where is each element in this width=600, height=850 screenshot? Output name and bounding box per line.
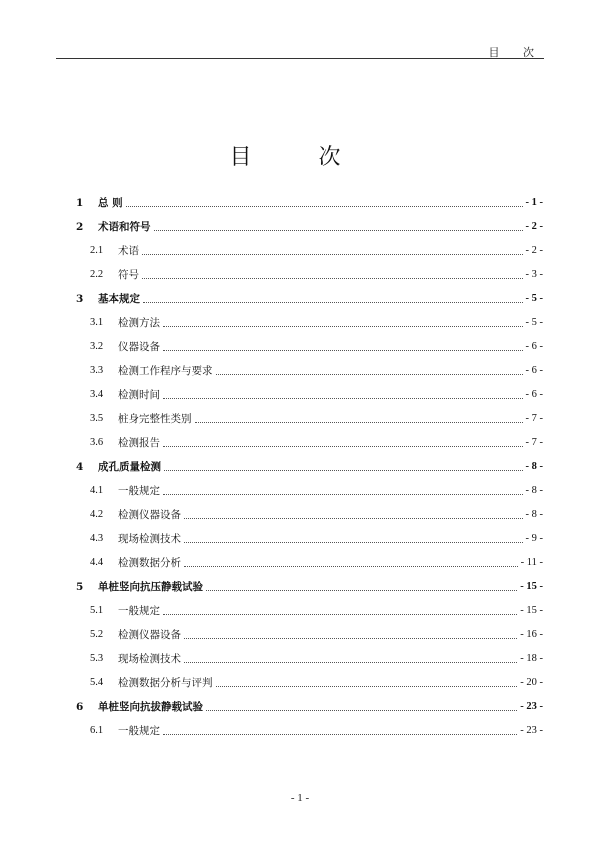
toc-entry-title: 一般规定 xyxy=(118,725,160,737)
toc-entry-title: 单桩竖向抗拔静载试验 xyxy=(98,701,203,713)
toc-dot-leader xyxy=(143,302,523,303)
toc-entry-title: 检测报告 xyxy=(118,437,160,449)
toc-dot-leader xyxy=(195,422,523,423)
toc-section-entry[interactable] xyxy=(76,522,543,546)
toc-entry-page: - 15 - xyxy=(520,581,543,592)
toc-dot-leader xyxy=(163,614,517,615)
toc-entry-page: - 6 - xyxy=(525,341,543,352)
toc-section-entry[interactable] xyxy=(76,666,543,690)
toc-chapter-entry[interactable] xyxy=(76,690,543,714)
toc-entry-number: 5.2 xyxy=(90,629,104,640)
toc-entry-page: - 3 - xyxy=(525,269,543,280)
toc-chapter-entry[interactable] xyxy=(76,210,543,234)
page-number: - 1 - xyxy=(290,792,310,804)
toc-entry-number: 4.4 xyxy=(90,557,104,568)
toc-entry-number: 3 xyxy=(76,293,84,305)
toc-section-entry[interactable] xyxy=(76,354,543,378)
toc-section-entry[interactable] xyxy=(76,426,543,450)
toc-entry-title: 成孔质量检测 xyxy=(98,461,161,473)
toc-entry-number: 4.3 xyxy=(90,533,104,544)
toc-chapter-entry[interactable] xyxy=(76,570,543,594)
toc-entry-number: 3.6 xyxy=(90,437,104,448)
toc-dot-leader xyxy=(163,494,523,495)
toc-entry-number: 3.4 xyxy=(90,389,104,400)
toc-dot-leader xyxy=(206,590,517,591)
toc-dot-leader xyxy=(142,254,523,255)
toc-section-entry[interactable] xyxy=(76,234,543,258)
toc-dot-leader xyxy=(164,470,523,471)
toc-entry-title: 现场检测技术 xyxy=(118,533,181,545)
toc-entry-page: - 1 - xyxy=(525,197,543,208)
toc-section-entry[interactable] xyxy=(76,714,543,738)
toc-entry-page: - 9 - xyxy=(525,533,543,544)
toc-entry-title: 单桩竖向抗压静载试验 xyxy=(98,581,203,593)
toc-entry-number: 5.3 xyxy=(90,653,104,664)
toc-dot-leader xyxy=(142,278,523,279)
toc-dot-leader xyxy=(206,710,517,711)
toc-entry-page: - 11 - xyxy=(520,557,543,568)
toc-entry-page: - 23 - xyxy=(520,701,543,712)
toc-dot-leader xyxy=(184,638,517,639)
toc-dot-leader xyxy=(154,230,523,231)
toc-entry-title: 检测工作程序与要求 xyxy=(118,365,213,377)
toc-entry-title: 现场检测技术 xyxy=(118,653,181,665)
toc-section-entry[interactable] xyxy=(76,402,543,426)
toc-entry-number: 3.3 xyxy=(90,365,104,376)
toc-entry-number: 5.1 xyxy=(90,605,104,616)
toc-dot-leader xyxy=(163,350,523,351)
toc-entry-title: 符号 xyxy=(118,269,139,281)
toc-entry-page: - 6 - xyxy=(525,389,543,400)
toc-entry-number: 1 xyxy=(76,197,84,209)
table-of-contents xyxy=(76,186,543,738)
toc-entry-title: 仪器设备 xyxy=(118,341,160,353)
toc-entry-page: - 7 - xyxy=(525,437,543,448)
toc-entry-title: 一般规定 xyxy=(118,605,160,617)
toc-entry-title: 检测仪器设备 xyxy=(118,629,181,641)
running-header xyxy=(0,0,600,60)
toc-entry-page: - 23 - xyxy=(520,725,543,736)
toc-entry-page: - 16 - xyxy=(520,629,543,640)
toc-entry-title: 术语和符号 xyxy=(98,221,151,233)
toc-entry-title: 总 则 xyxy=(98,197,123,209)
toc-entry-number: 3.2 xyxy=(90,341,104,352)
toc-dot-leader xyxy=(184,566,518,567)
toc-dot-leader xyxy=(163,734,517,735)
toc-entry-title: 检测方法 xyxy=(118,317,160,329)
toc-entry-number: 5 xyxy=(76,581,84,593)
toc-entry-page: - 20 - xyxy=(520,677,543,688)
toc-entry-title: 一般规定 xyxy=(118,485,160,497)
toc-dot-leader xyxy=(163,446,523,447)
toc-entry-number: 2.2 xyxy=(90,269,104,280)
toc-chapter-entry[interactable] xyxy=(76,282,543,306)
toc-chapter-entry[interactable] xyxy=(76,450,543,474)
toc-entry-page: - 7 - xyxy=(525,413,543,424)
toc-entry-page: - 8 - xyxy=(525,461,543,472)
toc-entry-page: - 2 - xyxy=(525,245,543,256)
toc-entry-number: 2 xyxy=(76,221,84,233)
toc-section-entry[interactable] xyxy=(76,594,543,618)
toc-entry-page: - 6 - xyxy=(525,365,543,376)
toc-entry-number: 4.2 xyxy=(90,509,104,520)
toc-entry-number: 6 xyxy=(76,701,84,713)
toc-dot-leader xyxy=(184,662,517,663)
toc-section-entry[interactable] xyxy=(76,498,543,522)
toc-entry-page: - 5 - xyxy=(525,317,543,328)
toc-entry-title: 检测数据分析 xyxy=(118,557,181,569)
toc-entry-title: 检测数据分析与评判 xyxy=(118,677,213,689)
toc-section-entry[interactable] xyxy=(76,330,543,354)
toc-section-entry[interactable] xyxy=(76,618,543,642)
toc-entry-number: 3.5 xyxy=(90,413,104,424)
toc-entry-page: - 8 - xyxy=(525,509,543,520)
toc-entry-number: 3.1 xyxy=(90,317,104,328)
toc-dot-leader xyxy=(126,206,523,207)
toc-section-entry[interactable] xyxy=(76,546,543,570)
toc-dot-leader xyxy=(184,518,523,519)
toc-dot-leader xyxy=(163,326,523,327)
toc-section-entry[interactable] xyxy=(76,474,543,498)
toc-section-entry[interactable] xyxy=(76,258,543,282)
toc-dot-leader xyxy=(163,398,523,399)
toc-entry-number: 2.1 xyxy=(90,245,104,256)
toc-section-entry[interactable] xyxy=(76,378,543,402)
toc-section-entry[interactable] xyxy=(76,642,543,666)
toc-dot-leader xyxy=(216,686,518,687)
header-rule xyxy=(56,58,544,59)
toc-entry-title: 检测仪器设备 xyxy=(118,509,181,521)
toc-entry-title: 桩身完整性类别 xyxy=(118,413,192,425)
toc-entry-title: 检测时间 xyxy=(118,389,160,401)
toc-entry-number: 5.4 xyxy=(90,677,104,688)
toc-entry-page: - 18 - xyxy=(520,653,543,664)
toc-entry-number: 4 xyxy=(76,461,84,473)
toc-entry-page: - 15 - xyxy=(520,605,543,616)
toc-chapter-entry[interactable] xyxy=(76,186,543,210)
toc-entry-title: 术语 xyxy=(118,245,139,257)
running-title: 目 次 xyxy=(488,46,544,59)
toc-entry-number: 4.1 xyxy=(90,485,104,496)
toc-dot-leader xyxy=(184,542,523,543)
toc-entry-title: 基本规定 xyxy=(98,293,140,305)
toc-entry-page: - 2 - xyxy=(525,221,543,232)
page-title: 目 次 xyxy=(229,145,371,170)
toc-entry-page: - 5 - xyxy=(525,293,543,304)
toc-entry-number: 6.1 xyxy=(90,725,104,736)
toc-section-entry[interactable] xyxy=(76,306,543,330)
toc-entry-page: - 8 - xyxy=(525,485,543,496)
toc-dot-leader xyxy=(216,374,523,375)
